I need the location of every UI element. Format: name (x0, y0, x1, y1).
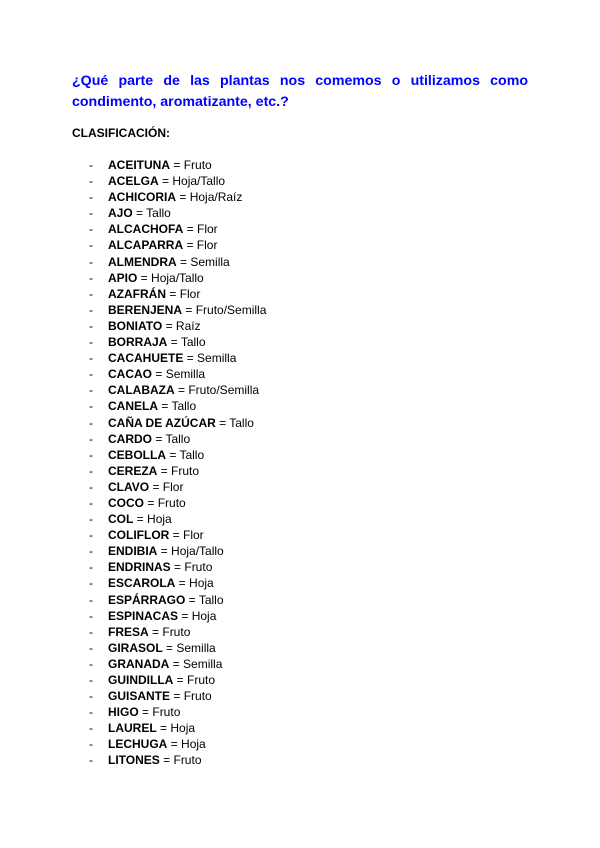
list-entry (108, 575, 214, 591)
list-bullet: - (89, 158, 93, 172)
equals-separator: = (144, 495, 158, 510)
plant-name: ALMENDRA (108, 254, 177, 269)
list-bullet: - (89, 463, 93, 478)
plant-name: ESCAROLA (108, 576, 176, 591)
list-entry (108, 672, 215, 688)
list-entry (108, 511, 172, 527)
plant-name: ACEITUNA (108, 158, 170, 172)
list-bullet: - (89, 576, 93, 591)
plant-part: Tallo (146, 206, 171, 221)
equals-separator: = (182, 302, 196, 317)
list-bullet: - (89, 592, 93, 607)
equals-separator: = (138, 705, 153, 720)
plant-name: GIRASOL (108, 640, 163, 655)
list-bullet: - (89, 383, 93, 398)
list-entry (108, 318, 201, 334)
list-entry (108, 752, 202, 768)
list-bullet: - (89, 495, 93, 510)
plant-name: LAUREL (108, 721, 157, 736)
equals-separator: = (152, 431, 166, 446)
list-entry (108, 624, 190, 640)
plant-part: Fruto (157, 495, 186, 510)
equals-separator: = (162, 318, 176, 333)
list-entry (108, 431, 190, 447)
plant-part: Hoja (191, 608, 217, 623)
list-bullet: - (89, 624, 93, 639)
equals-separator: = (158, 174, 173, 189)
list-bullet: - (89, 753, 93, 768)
plant-part: Fruto (162, 624, 191, 639)
equals-separator: = (166, 286, 180, 301)
plant-part: Hoja/Raíz (189, 190, 243, 205)
plant-part: Hoja (170, 721, 196, 736)
list-bullet: - (89, 399, 93, 414)
list-entry (108, 720, 195, 736)
plant-part: Semilla (183, 656, 223, 671)
list-entry (108, 447, 204, 463)
list-bullet: - (89, 190, 93, 205)
plant-part: Semilla (176, 640, 216, 655)
plant-part: Tallo (171, 399, 197, 414)
plant-name: CEREZA (108, 463, 158, 478)
list-bullet: - (89, 544, 93, 559)
list-entry (108, 334, 206, 350)
equals-separator: = (137, 270, 152, 285)
list-entry (108, 592, 224, 608)
plant-part: Semilla (197, 351, 237, 366)
plant-part: Hoja (181, 737, 206, 752)
plant-name: ENDIBIA (108, 544, 158, 559)
plant-name: LITONES (108, 753, 160, 768)
plant-part: Hoja (147, 512, 172, 527)
plant-part: Hoja/Tallo (151, 270, 204, 285)
list-entry (108, 495, 186, 511)
list-entry (108, 398, 196, 414)
plant-name: ENDRINAS (108, 560, 171, 575)
equals-separator: = (159, 753, 174, 768)
equals-separator: = (178, 608, 192, 623)
equals-separator: = (158, 399, 172, 414)
equals-separator: = (170, 560, 185, 575)
plant-part: Fruto (171, 463, 200, 478)
list-entry (108, 415, 254, 431)
list-bullet: - (89, 174, 93, 189)
plant-name: BONIATO (108, 318, 163, 333)
list-entry (108, 205, 171, 221)
plant-part: Flor (197, 222, 218, 237)
plant-part: Semilla (165, 367, 206, 382)
equals-separator: = (185, 592, 199, 607)
equals-separator: = (183, 222, 198, 237)
equals-separator: = (152, 367, 166, 382)
list-bullet: - (89, 673, 93, 687)
plant-name: ALCACHOFA (108, 222, 184, 237)
plant-part: Tallo (229, 415, 254, 430)
list-entry (108, 479, 183, 495)
list-bullet: - (89, 367, 93, 382)
plant-name: HIGO (108, 705, 139, 720)
list-bullet: - (89, 560, 93, 575)
equals-separator: = (133, 512, 148, 527)
list-entry (108, 173, 225, 189)
plant-name: AJO (108, 206, 133, 221)
list-entry (108, 221, 218, 237)
plant-part: Hoja/Tallo (172, 174, 226, 189)
list-entry (108, 688, 212, 704)
list-entry (108, 656, 222, 672)
plant-name: ESPÁRRAGO (108, 592, 186, 607)
list-entry (108, 270, 204, 286)
list-bullet: - (89, 318, 93, 333)
list-bullet: - (89, 656, 93, 671)
plant-name: AZAFRÁN (108, 286, 166, 301)
list-entry (108, 366, 205, 382)
list-bullet: - (89, 254, 93, 269)
classification-heading: CLASIFICACIÓN: (72, 126, 170, 140)
plant-part: Flor (196, 238, 218, 253)
list-entry (108, 463, 199, 479)
list-entry (108, 559, 212, 575)
plant-part: Fruto (173, 753, 202, 768)
list-entry (108, 527, 204, 543)
plant-part: Tallo (179, 447, 205, 462)
plant-name: CANELA (108, 399, 158, 414)
plant-name: COCO (108, 495, 144, 510)
equals-separator: = (169, 528, 184, 543)
list-entry (108, 237, 217, 253)
list-bullet: - (89, 415, 93, 430)
plant-name: GUINDILLA (108, 673, 174, 687)
list-bullet: - (89, 302, 93, 317)
plant-name: ACHICORIA (108, 190, 176, 205)
list-bullet: - (89, 479, 93, 494)
plant-part: Semilla (190, 254, 230, 269)
plant-name: FRESA (108, 624, 149, 639)
equals-separator: = (170, 689, 184, 704)
equals-separator: = (157, 463, 172, 478)
list-bullet: - (89, 640, 93, 655)
plant-name: BERENJENA (108, 302, 183, 317)
plant-name: COL (108, 512, 134, 527)
equals-separator: = (176, 254, 191, 269)
plant-name: GRANADA (108, 656, 170, 671)
plant-part: Tallo (198, 592, 224, 607)
list-entry (108, 189, 242, 205)
list-bullet: - (89, 335, 93, 350)
list-entry (108, 286, 200, 302)
equals-separator: = (132, 206, 147, 221)
plant-name: CAÑA DE AZÚCAR (108, 415, 216, 430)
list-entry (108, 157, 212, 173)
equals-separator: = (170, 158, 184, 172)
plant-part: Raíz (175, 318, 201, 333)
equals-separator: = (167, 335, 181, 350)
list-bullet: - (89, 721, 93, 736)
equals-separator: = (174, 383, 189, 398)
equals-separator: = (148, 624, 163, 639)
plant-name: ALCAPARRA (108, 238, 184, 253)
list-bullet: - (89, 270, 93, 285)
list-bullet: - (89, 689, 93, 704)
equals-separator: = (167, 737, 182, 752)
plant-name: BORRAJA (108, 335, 168, 350)
list-bullet: - (89, 351, 93, 366)
plant-part: Hoja (189, 576, 214, 591)
list-bullet: - (89, 705, 93, 720)
list-bullet: - (89, 206, 93, 221)
plant-name: CLAVO (108, 479, 150, 494)
plant-part: Fruto (187, 673, 216, 687)
plant-part: Tallo (165, 431, 191, 446)
plant-name: GUISANTE (108, 689, 171, 704)
list-entry (108, 350, 236, 366)
plant-name: CARDO (108, 431, 152, 446)
equals-separator: = (176, 190, 190, 205)
equals-separator: = (175, 576, 190, 591)
plant-name: ACELGA (108, 174, 159, 189)
list-bullet: - (89, 737, 93, 752)
list-entry (108, 640, 216, 656)
plant-part: Fruto (183, 689, 212, 704)
question-title: ¿Qué parte de las plantas nos comemos o utilizamos como condimento, aromatizante, etc.? (72, 73, 528, 110)
plant-name: LECHUGA (108, 737, 168, 752)
plant-name: CACAO (108, 367, 152, 382)
list-bullet: - (89, 608, 93, 623)
plant-part: Fruto (183, 158, 212, 172)
plant-part: Flor (179, 286, 201, 301)
list-entry (108, 543, 224, 559)
plant-name: CACAHUETE (108, 351, 184, 366)
equals-separator: = (166, 447, 180, 462)
equals-separator: = (149, 479, 163, 494)
list-bullet: - (89, 447, 93, 462)
list-bullet: - (89, 512, 93, 527)
plant-part: Fruto/Semilla (195, 302, 267, 317)
list-bullet: - (89, 286, 93, 301)
equals-separator: = (169, 656, 184, 671)
plant-part: Flor (162, 479, 184, 494)
list-entry (108, 302, 266, 318)
list-bullet: - (89, 528, 93, 543)
list-entry (108, 254, 230, 270)
equals-separator: = (183, 351, 198, 366)
list-bullet: - (89, 222, 93, 237)
plant-name: COLIFLOR (108, 528, 170, 543)
plant-part: Fruto (184, 560, 213, 575)
equals-separator: = (183, 238, 197, 253)
plant-name: APIO (108, 270, 138, 285)
list-bullet: - (89, 431, 93, 446)
equals-separator: = (215, 415, 230, 430)
plant-part: Tallo (180, 335, 206, 350)
list-entry (108, 382, 259, 398)
equals-separator: = (157, 544, 172, 559)
list-entry (108, 736, 206, 752)
list-bullet: - (89, 238, 93, 253)
equals-separator: = (156, 721, 171, 736)
plant-part: Fruto (152, 705, 181, 720)
plant-name: ESPINACAS (108, 608, 179, 623)
plant-part: Fruto/Semilla (188, 383, 260, 398)
plant-part: Flor (183, 528, 204, 543)
equals-separator: = (173, 673, 188, 687)
list-entry (108, 704, 180, 720)
plant-part: Hoja/Tallo (171, 544, 224, 559)
equals-separator: = (162, 640, 177, 655)
plant-name: CEBOLLA (108, 447, 166, 462)
list-entry (108, 608, 216, 624)
plant-name: CALABAZA (108, 383, 175, 398)
